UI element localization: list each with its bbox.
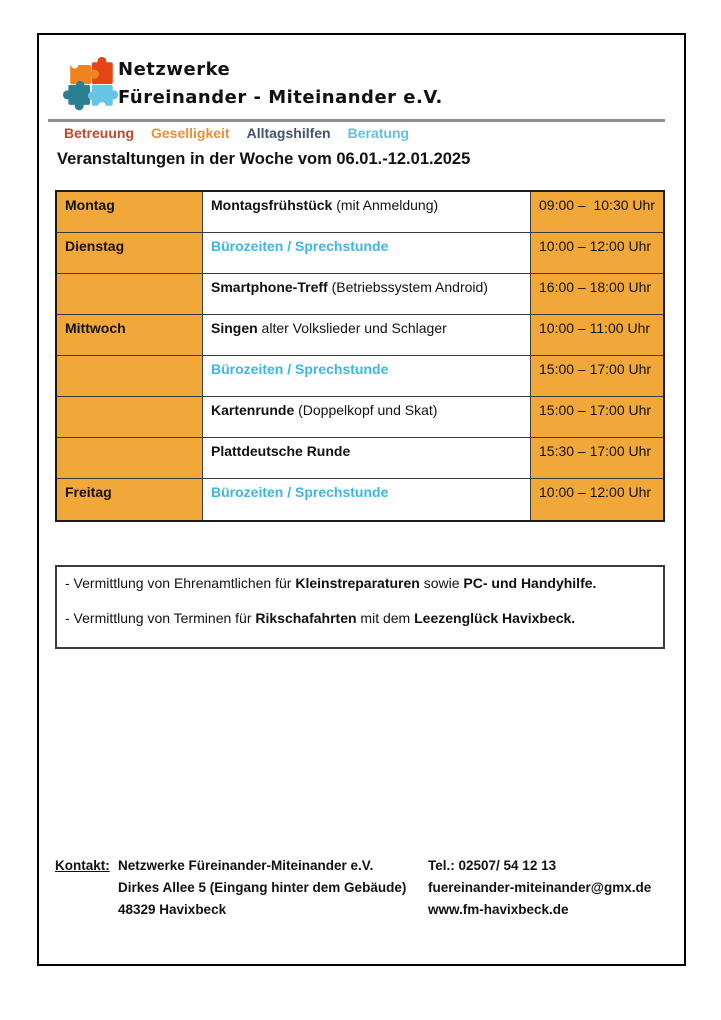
day-cell: Montag [57,192,203,233]
services-box [55,565,665,649]
brand-name-line1: Netzwerke [118,59,231,80]
contact-block [55,855,658,921]
time-cell: 15:00 – 17:00 Uhr [531,356,663,397]
day-cell [57,274,203,315]
event-name: Singen [211,320,258,336]
day-cell: Mittwoch [57,315,203,356]
contact-phone: Tel.: 02507/ 54 12 13 [428,858,557,873]
event-name: Kartenrunde [211,402,295,418]
event-detail: (Doppelkopf und Skat) [294,402,438,418]
event-cell [203,315,531,356]
event-name: Montagsfrühstück [211,197,333,213]
event-cell [203,479,531,520]
service-text: - Vermittlung von Terminen für [65,610,256,626]
day-cell: Dienstag [57,233,203,274]
category-nav [64,125,409,141]
time-cell: 10:00 – 12:00 Uhr [531,479,663,520]
brand-block [118,59,443,108]
time-cell: 15:00 – 17:00 Uhr [531,397,663,438]
nav-item-geselligkeit: Geselligkeit [151,125,230,141]
day-cell [57,438,203,479]
event-name: Bürozeiten / Sprechstunde [211,238,389,254]
event-name: Smartphone-Treff [211,279,328,295]
event-name: Bürozeiten / Sprechstunde [211,361,389,377]
day-cell: Freitag [57,479,203,520]
contact-website: www.fm-havixbeck.de [428,902,569,917]
event-detail: (mit Anmeldung) [332,197,439,213]
time-cell: 15:30 – 17:00 Uhr [531,438,663,479]
service-text: sowie [419,575,464,591]
time-cell: 10:00 – 11:00 Uhr [531,315,663,356]
nav-item-alltagshilfen: Alltagshilfen [246,125,331,141]
service-line [65,575,655,591]
contact-city: 48329 Havixbeck [118,902,227,917]
service-highlight: Leezenglück Havixbeck. [414,610,576,626]
event-cell [203,274,531,315]
day-cell [57,356,203,397]
flyer-page [37,33,686,966]
event-detail: alter Volkslieder und Schlager [257,320,447,336]
contact-email: fuereinander-miteinander@gmx.de [428,880,652,895]
service-text: mit dem [356,610,415,626]
schedule-table [55,190,665,522]
time-cell: 16:00 – 18:00 Uhr [531,274,663,315]
contact-street: Dirkes Allee 5 (Eingang hinter dem Gebäude) [118,880,407,895]
service-highlight: PC- und Handyhilfe. [463,575,597,591]
service-line [65,610,655,626]
event-cell [203,397,531,438]
event-name: Plattdeutsche Runde [211,443,351,459]
contact-org-name: Netzwerke Füreinander-Miteinander e.V. [118,858,374,873]
day-cell [57,397,203,438]
event-cell [203,438,531,479]
time-cell: 10:00 – 12:00 Uhr [531,233,663,274]
nav-item-beratung: Beratung [347,125,410,141]
brand-name-line2: Füreinander - Miteinander e.V. [118,87,443,108]
contact-address [118,855,428,921]
event-cell [203,356,531,397]
event-detail: (Betriebssystem Android) [327,279,488,295]
contact-label: Kontakt: [55,858,110,873]
header-divider [48,119,665,122]
page-title: Veranstaltungen in der Woche vom 06.01.-12.01.2025 [57,150,471,168]
event-cell [203,192,531,233]
service-text: - Vermittlung von Ehrenamtlichen für [65,575,296,591]
time-cell: 09:00 – 10:30 Uhr [531,192,663,233]
puzzle-logo-icon [62,55,120,113]
contact-details [428,855,658,921]
nav-item-betreuung: Betreuung [64,125,134,141]
service-highlight: Rikschafahrten [255,610,357,626]
event-name: Bürozeiten / Sprechstunde [211,484,389,500]
event-cell [203,233,531,274]
service-highlight: Kleinstreparaturen [295,575,420,591]
